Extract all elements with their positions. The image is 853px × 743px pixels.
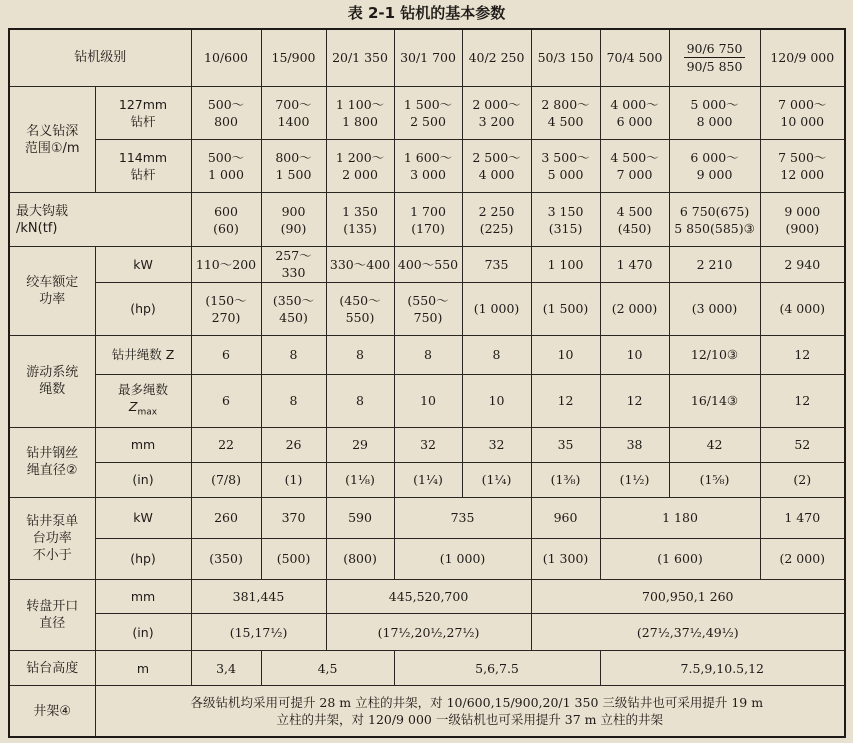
rope-in-cell: (1¼) [394, 462, 462, 497]
value-line: (60) [213, 220, 239, 236]
grade-numerator: 90/6 750 [684, 40, 746, 58]
value-line: (450～ [339, 292, 381, 308]
winch-hp-cell: (2 000) [600, 282, 669, 335]
pump-kw-cell: 960 [531, 497, 600, 538]
table-row [9, 497, 845, 538]
table-row [9, 374, 845, 427]
floor-height-cell: 3,4 [191, 651, 261, 686]
value-line: 2 000～ [472, 97, 521, 112]
depth-cell [669, 140, 760, 193]
depth-cell [600, 140, 669, 193]
rope-mm-cell: 35 [531, 427, 600, 462]
value-line: 270) [211, 309, 241, 325]
value-line: 1 000 [208, 167, 244, 183]
depth-cell [394, 86, 462, 139]
grade-cell: 30/1 700 [394, 29, 462, 86]
sub-label-line1: 127mm [118, 97, 168, 112]
zmax-symbol: Z [128, 398, 138, 414]
value-line: 750) [413, 309, 443, 325]
value-line: 3 200 [478, 114, 515, 129]
rotary-label-line2: 直径 [39, 615, 66, 631]
value-line: (550～ [407, 292, 449, 308]
value-line: 5 850(585)③ [674, 220, 755, 236]
winch-power-label [9, 246, 95, 335]
value-line: 7 000 [616, 167, 653, 183]
unit-mm-label: mm [95, 427, 191, 462]
rope-in-cell: (2) [760, 462, 845, 497]
depth-cell [261, 86, 326, 139]
pump-hp-cell: (1 000) [394, 538, 531, 579]
lines-z-cell: 8 [326, 335, 394, 374]
table-row [9, 282, 845, 335]
winch-kw-cell: 400～550 [394, 246, 462, 282]
rope-mm-cell: 22 [191, 427, 261, 462]
value-line: 5 000～ [690, 97, 739, 112]
winch-label-line2: 功率 [39, 291, 66, 307]
value-line: 1 500～ [403, 97, 453, 112]
winch-kw-cell: 257～330 [261, 246, 326, 282]
pump-kw-cell: 260 [191, 497, 261, 538]
depth-cell [261, 140, 326, 193]
zmax-label-line1: 最多绳数 [118, 381, 169, 397]
zmax-label-line2 [98, 398, 189, 422]
pump-label-line3: 不小于 [32, 547, 72, 563]
rotary-opening-label [9, 579, 95, 651]
depth-cell [326, 140, 394, 193]
hook-label-line1: 最大钩载 [16, 203, 69, 219]
rotary-in-cell: (27½,37½,49½) [531, 614, 845, 651]
hook-load-label [9, 193, 191, 246]
value-line: 9 000 [696, 167, 733, 183]
grade-cell: 15/900 [261, 29, 326, 86]
value-line: 10 000 [780, 114, 825, 129]
value-line: 2 800～ [541, 97, 590, 112]
winch-kw-cell: 735 [462, 246, 531, 282]
grade-cell: 20/1 350 [326, 29, 394, 86]
floor-height-cell: 5,6,7.5 [394, 651, 600, 686]
lines-z-cell: 12/10③ [669, 335, 760, 374]
value-line: 4 000～ [610, 97, 659, 112]
winch-hp-cell: (1 000) [462, 282, 531, 335]
depth-label-line2: 范围①/m [24, 140, 80, 156]
derrick-note-line1: 各级钻机均采用可提升 28 m 立柱的井架，对 10/600,15/900,20/1 350 三级钻井也可采用提升 19 m [190, 695, 764, 711]
rotary-mm-cell: 381,445 [191, 579, 326, 614]
depth-cell [531, 86, 600, 139]
value-line: 2 000 [342, 167, 378, 183]
table-row [9, 29, 845, 86]
table-row [9, 246, 845, 282]
value-line: 4 500 [616, 203, 653, 219]
value-line: 2 500～ [472, 150, 521, 166]
pump-kw-cell: 1 470 [760, 497, 845, 538]
grade-header-label: 钻机级别 [9, 29, 191, 86]
depth-cell [394, 140, 462, 193]
grade-fraction [684, 40, 746, 75]
block-label-line2: 绳数 [39, 382, 66, 398]
pump-hp-cell: (800) [326, 538, 394, 579]
value-line: (450) [617, 220, 652, 236]
sub-label-line1: 114mm [118, 150, 168, 166]
depth-cell [191, 140, 261, 193]
rope-in-cell: (1⅜) [531, 462, 600, 497]
value-line: 6 750(675) [679, 203, 750, 219]
rotary-in-cell: (17½,20½,27½) [326, 614, 531, 651]
pump-hp-cell: (1 600) [600, 538, 760, 579]
depth-cell [600, 86, 669, 139]
pump-label-line1: 钻井泵单 [26, 513, 79, 529]
table-row [9, 462, 845, 497]
winch-hp-cell [394, 282, 462, 335]
rope-label-line2: 绳直径② [26, 463, 78, 479]
winch-hp-cell: (4 000) [760, 282, 845, 335]
table-row [9, 686, 845, 737]
lines-zmax-cell: 12 [760, 374, 845, 427]
winch-kw-cell: 2 940 [760, 246, 845, 282]
depth-cell [191, 86, 261, 139]
lines-zmax-cell: 12 [531, 374, 600, 427]
winch-hp-cell [326, 282, 394, 335]
rotary-in-cell: (15,17½) [191, 614, 326, 651]
zmax-subscript: max [137, 407, 158, 418]
winch-label-line1: 绞车额定 [26, 274, 79, 290]
winch-kw-cell: 1 470 [600, 246, 669, 282]
rope-label-line1: 钻井钢丝 [26, 446, 79, 462]
value-line: 3 150 [547, 203, 584, 219]
depth-cell [760, 86, 845, 139]
unit-in-label: (in) [95, 614, 191, 651]
pump-hp-cell: (2 000) [760, 538, 845, 579]
value-line: 1 200～ [335, 150, 385, 166]
lines-z-cell: 8 [394, 335, 462, 374]
pump-kw-cell: 1 180 [600, 497, 760, 538]
lines-zmax-cell: 16/14③ [669, 374, 760, 427]
rope-mm-cell: 32 [462, 427, 531, 462]
rope-mm-cell: 42 [669, 427, 760, 462]
grade-cell: 120/9 000 [760, 29, 845, 86]
value-line: 450) [279, 309, 308, 325]
depth-cell [760, 140, 845, 193]
lines-z-cell: 8 [462, 335, 531, 374]
value-line: 4 500 [547, 114, 584, 129]
unit-hp-label: (hp) [95, 538, 191, 579]
lines-z-cell: 10 [531, 335, 600, 374]
value-line: 3 500～ [541, 150, 590, 166]
rotary-mm-cell: 700,950,1 260 [531, 579, 845, 614]
table-row [9, 140, 845, 193]
unit-m-label: m [95, 651, 191, 686]
lines-zmax-cell: 6 [191, 374, 261, 427]
value-line: 1 500 [275, 167, 312, 183]
sub-label-line2: 钻杆 [130, 167, 156, 183]
value-line: 2 500 [410, 114, 446, 129]
winch-hp-cell [261, 282, 326, 335]
grade-cell: 40/2 250 [462, 29, 531, 86]
depth-cell [326, 86, 394, 139]
depth-cell [669, 86, 760, 139]
depth-cell [462, 86, 531, 139]
pump-hp-cell: (500) [261, 538, 326, 579]
grade-cell: 70/4 500 [600, 29, 669, 86]
hook-cell [261, 193, 326, 246]
table-row [9, 335, 845, 374]
value-line: 9 000 [784, 203, 821, 219]
rope-in-cell: (1⅛) [326, 462, 394, 497]
lines-zmax-cell: 12 [600, 374, 669, 427]
parameter-table [8, 28, 846, 738]
rope-mm-cell: 32 [394, 427, 462, 462]
rope-mm-cell: 26 [261, 427, 326, 462]
value-line: 6 000 [616, 114, 653, 129]
value-line: (900) [785, 220, 820, 236]
pump-label-line2: 台功率 [32, 530, 72, 546]
wire-rope-label [9, 427, 95, 497]
value-line: 800 [214, 114, 238, 129]
winch-hp-cell: (3 000) [669, 282, 760, 335]
pump-kw-cell: 590 [326, 497, 394, 538]
rope-in-cell: (7/8) [191, 462, 261, 497]
rotary-label-line1: 转盘开口 [26, 598, 79, 614]
value-line: 4 500～ [610, 150, 659, 166]
rope-in-cell: (1½) [600, 462, 669, 497]
pump-hp-cell: (1 300) [531, 538, 600, 579]
value-line: 700～ [275, 97, 312, 112]
table-row [9, 651, 845, 686]
rope-in-cell: (1¼) [462, 462, 531, 497]
winch-kw-cell: 2 210 [669, 246, 760, 282]
derrick-note-line2: 立柱的井架，对 120/9 000 一级钻机也可采用提升 37 m 立柱的井架 [276, 712, 663, 728]
table-row [9, 427, 845, 462]
value-line: 1400 [277, 114, 310, 129]
value-line: (170) [411, 220, 445, 236]
value-line: 12 000 [780, 167, 825, 183]
value-line: 4 000 [478, 167, 515, 183]
value-line: 600 [214, 203, 238, 219]
rotary-mm-cell: 445,520,700 [326, 579, 531, 614]
value-line: 5 000 [547, 167, 584, 183]
unit-in-label: (in) [95, 462, 191, 497]
rope-in-cell: (1⅝) [669, 462, 760, 497]
hook-cell [326, 193, 394, 246]
unit-kw-label: kW [95, 497, 191, 538]
sub-label-line2: 钻杆 [130, 114, 156, 129]
value-line: 1 600～ [403, 150, 453, 166]
pump-kw-cell: 735 [394, 497, 531, 538]
value-line: 1 700 [410, 203, 446, 219]
winch-hp-cell [191, 282, 261, 335]
depth-cell [462, 140, 531, 193]
value-line: 900 [281, 203, 306, 219]
lines-z-cell: 10 [600, 335, 669, 374]
value-line: 2 250 [478, 203, 515, 219]
lines-z-cell: 12 [760, 335, 845, 374]
lines-zmax-cell: 10 [462, 374, 531, 427]
winch-kw-cell: 110～200 [191, 246, 261, 282]
value-line: 3 000 [410, 167, 446, 183]
unit-mm-label: mm [95, 579, 191, 614]
lines-z-cell: 8 [261, 335, 326, 374]
winch-kw-cell: 330～400 [326, 246, 394, 282]
hook-label-line2: /kN(tf) [16, 220, 58, 236]
rope-mm-cell: 52 [760, 427, 845, 462]
floor-height-cell: 7.5,9,10.5,12 [600, 651, 845, 686]
hook-cell [462, 193, 531, 246]
pump-hp-cell: (350) [191, 538, 261, 579]
value-line: 500～ [207, 97, 245, 112]
rope-in-cell: (1) [261, 462, 326, 497]
value-line: 1 100～ [335, 97, 385, 112]
lines-z-cell: 6 [191, 335, 261, 374]
table-row [9, 86, 845, 139]
hook-cell [600, 193, 669, 246]
depth-label [9, 86, 95, 193]
value-line: 800～ [275, 150, 312, 166]
value-line: 7 500～ [778, 150, 827, 166]
hook-cell [669, 193, 760, 246]
lines-zmax-cell: 8 [326, 374, 394, 427]
hook-cell [394, 193, 462, 246]
depth-cell [531, 140, 600, 193]
derrick-label: 井架④ [9, 686, 95, 737]
table-row [9, 614, 845, 651]
lines-zmax-label [95, 374, 191, 427]
unit-hp-label: (hp) [95, 282, 191, 335]
grade-denominator: 90/5 850 [686, 59, 743, 75]
winch-kw-cell: 1 100 [531, 246, 600, 282]
lines-zmax-cell: 10 [394, 374, 462, 427]
grade-cell-split [669, 29, 760, 86]
rope-mm-cell: 38 [600, 427, 669, 462]
derrick-note [95, 686, 845, 737]
value-line: 1 350 [342, 203, 378, 219]
drill-pipe-114-label [95, 140, 191, 193]
grade-cell: 10/600 [191, 29, 261, 86]
lines-zmax-cell: 8 [261, 374, 326, 427]
value-line: (150～ [205, 292, 247, 308]
drill-pipe-127-label [95, 86, 191, 139]
value-line: (90) [280, 220, 307, 236]
value-line: (225) [479, 220, 514, 236]
lines-z-label: 钻井绳数 Z [95, 335, 191, 374]
value-line: (350～ [272, 292, 315, 308]
winch-hp-cell: (1 500) [531, 282, 600, 335]
block-label-line1: 游动系统 [26, 365, 79, 381]
value-line: 6 000～ [690, 150, 739, 166]
hook-cell [531, 193, 600, 246]
travelling-system-label [9, 335, 95, 427]
floor-height-label: 钻台高度 [9, 651, 95, 686]
value-line: 500～ [207, 150, 245, 166]
table-title: 表 2-1 钻机的基本参数 [347, 4, 506, 22]
value-line: 550) [345, 309, 375, 325]
value-line: 8 000 [696, 114, 733, 129]
value-line: (135) [343, 220, 377, 236]
value-line: 7 000～ [778, 97, 827, 112]
unit-kw-label: kW [95, 246, 191, 282]
hook-cell [760, 193, 845, 246]
grade-cell: 50/3 150 [531, 29, 600, 86]
value-line: (315) [548, 220, 583, 236]
rope-mm-cell: 29 [326, 427, 394, 462]
depth-label-line1: 名义钻深 [26, 123, 79, 139]
table-row [9, 579, 845, 614]
floor-height-cell: 4,5 [261, 651, 394, 686]
table-row [9, 193, 845, 246]
pump-power-label [9, 497, 95, 579]
pump-kw-cell: 370 [261, 497, 326, 538]
value-line: 1 800 [342, 114, 378, 129]
table-row [9, 538, 845, 579]
hook-cell [191, 193, 261, 246]
